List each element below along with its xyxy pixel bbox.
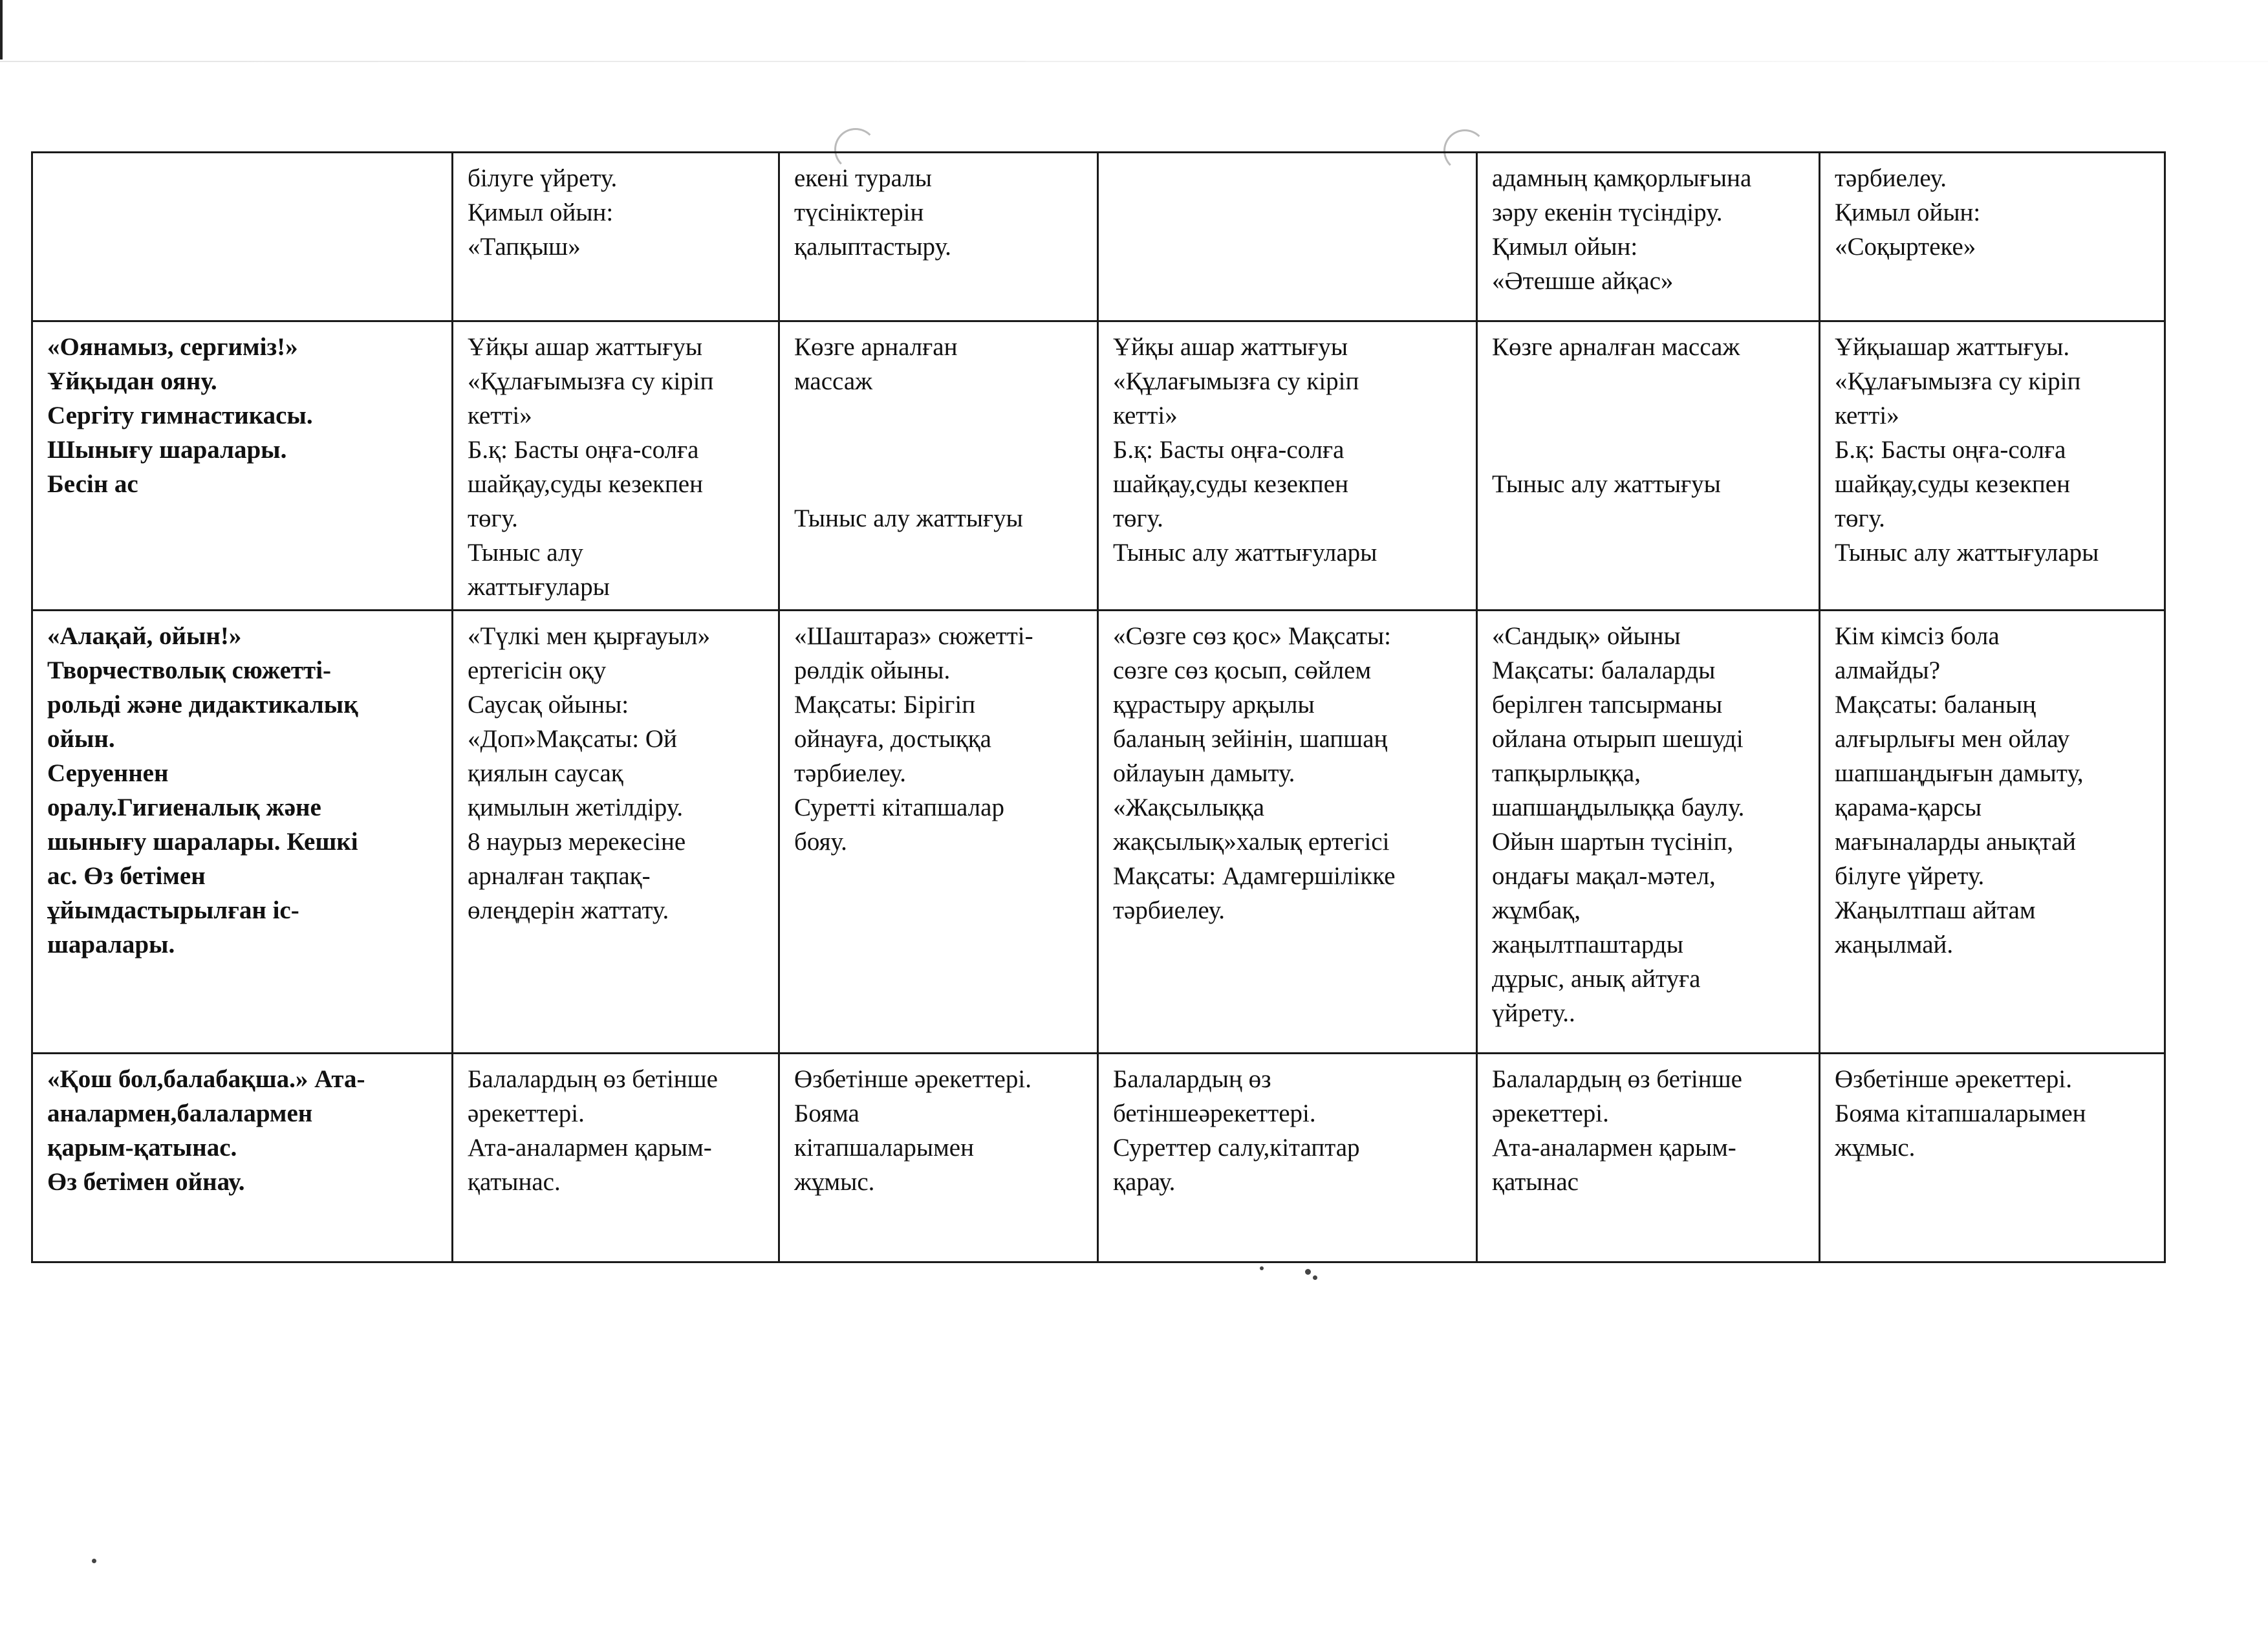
cell-text-line: аналармен,балалармен bbox=[47, 1099, 313, 1127]
cell-text-line: оралу.Гигиеналық және bbox=[47, 794, 321, 821]
cell-text-line: Тыныс алу жаттығуы bbox=[794, 504, 1023, 532]
cell-text-line: қарым-қатынас. bbox=[47, 1134, 237, 1162]
cell-text-line: білуге үйрету. bbox=[468, 164, 618, 192]
table-cell bbox=[453, 1054, 779, 1262]
cell-text-line: қимылын жетілдіру. bbox=[468, 794, 684, 821]
cell-text-line: төгу. bbox=[1835, 504, 1885, 532]
cell-text-line: Ұйқы ашар жаттығуы bbox=[1113, 333, 1348, 361]
cell-text-line: «Әтешше айқас» bbox=[1492, 267, 1674, 295]
cell-text-line: тәрбиелеу. bbox=[1835, 164, 1947, 192]
cell-text-line: үйрету.. bbox=[1492, 999, 1575, 1027]
blank-line bbox=[1492, 364, 1808, 398]
cell-text-line: кетті» bbox=[1835, 402, 1899, 429]
cell-text-line: «Қош бол,балабақша.» Ата- bbox=[47, 1065, 365, 1093]
cell-text-line: ойнауға, достыққа bbox=[794, 725, 991, 753]
cell-text-line: Мақсаты: Адамгершілікке bbox=[1113, 862, 1396, 890]
scan-speck bbox=[1260, 1266, 1264, 1270]
cell-text-line: «Құлағымызға су кіріп bbox=[1113, 367, 1359, 395]
blank-line bbox=[794, 467, 1086, 501]
cell-text-line: Өзбетінше әрекеттері. bbox=[1835, 1065, 2072, 1093]
cell-text-line: Өз бетімен ойнау. bbox=[47, 1168, 245, 1196]
cell-text-line: сөзге сөз қосып, сөйлем bbox=[1113, 656, 1372, 684]
cell-text-line: әрекеттері. bbox=[1492, 1099, 1609, 1127]
cell-text-line: шаралары. bbox=[47, 931, 175, 958]
cell-text-line: Көзге арналған bbox=[794, 333, 958, 361]
scan-speck bbox=[1305, 1269, 1311, 1275]
cell-text-line: ас. Өз бетімен bbox=[47, 862, 206, 890]
cell-text-line: Сергіту гимнастикасы. bbox=[47, 402, 313, 429]
cell-text-line: түсініктерін bbox=[794, 199, 924, 226]
cell-text-line: кітапшаларымен bbox=[794, 1134, 974, 1162]
cell-text-line: «Алақай, ойын!» bbox=[47, 622, 242, 650]
cell-text-line: «Доп»Мақсаты: Ой bbox=[468, 725, 677, 753]
cell-text-line: Творчестволық сюжетті- bbox=[47, 656, 332, 684]
section-label-cell bbox=[32, 611, 453, 1054]
cell-text-line: қатынас. bbox=[468, 1168, 561, 1196]
table-row bbox=[32, 153, 2165, 321]
table-cell bbox=[1477, 1054, 1820, 1262]
cell-text-line: рөлдік ойыны. bbox=[794, 656, 951, 684]
cell-text-line: «Сандық» ойыны bbox=[1492, 622, 1681, 650]
cell-text-line: шынығу шаралары. Кешкі bbox=[47, 828, 358, 856]
cell-text-line: «Шаштараз» сюжетті- bbox=[794, 622, 1033, 650]
cell-text-line: Жаңылтпаш айтам bbox=[1835, 896, 2036, 924]
table-cell bbox=[1098, 611, 1477, 1054]
cell-text-line: ондағы мақал-мәтел, bbox=[1492, 862, 1716, 890]
scan-edge-mark bbox=[0, 0, 3, 60]
table-cell bbox=[1098, 321, 1477, 611]
table-cell bbox=[1477, 321, 1820, 611]
cell-text-line: Тыныс алу bbox=[468, 539, 583, 567]
cell-text-line: Мақсаты: баланың bbox=[1835, 691, 2036, 719]
cell-text-line: қарау. bbox=[1113, 1168, 1176, 1196]
table-cell bbox=[779, 611, 1098, 1054]
cell-text-line: Б.қ: Басты оңға-солға bbox=[1113, 436, 1345, 464]
cell-text-line: алмайды? bbox=[1835, 656, 1941, 684]
cell-text-line: Мақсаты: балаларды bbox=[1492, 656, 1716, 684]
blank-line bbox=[1492, 433, 1808, 467]
cell-text-line: Бояма кітапшаларымен bbox=[1835, 1099, 2086, 1127]
cell-text-line: дұрыс, анық айтуға bbox=[1492, 965, 1701, 993]
section-label-cell bbox=[32, 153, 453, 321]
cell-text-line: арналған тақпақ- bbox=[468, 862, 651, 890]
cell-text-line: «Оянамыз, сергиміз!» bbox=[47, 333, 298, 361]
table-cell bbox=[779, 321, 1098, 611]
table-cell bbox=[453, 611, 779, 1054]
cell-text-line: «Жақсылыққа bbox=[1113, 794, 1265, 821]
cell-text-line: Қимыл ойын: bbox=[1835, 199, 1981, 226]
cell-text-line: Б.қ: Басты оңға-солға bbox=[1835, 436, 2066, 464]
table-cell bbox=[1820, 611, 2165, 1054]
cell-text-line: Саусақ ойыны: bbox=[468, 691, 629, 719]
cell-text-line: тапқырлыққа, bbox=[1492, 759, 1641, 787]
cell-text-line: Қимыл ойын: bbox=[468, 199, 614, 226]
table-cell bbox=[1098, 1054, 1477, 1262]
table-cell bbox=[1820, 321, 2165, 611]
cell-text-line: «Түлкі мен қырғауыл» bbox=[468, 622, 711, 650]
cell-text-line: Ата-аналармен қарым- bbox=[1492, 1134, 1736, 1162]
section-label-cell bbox=[32, 321, 453, 611]
cell-text-line: массаж bbox=[794, 367, 873, 395]
table-row bbox=[32, 1054, 2165, 1262]
cell-text-line: «Тапқыш» bbox=[468, 233, 581, 261]
cell-text-line: ойлана отырып шешуді bbox=[1492, 725, 1744, 753]
cell-text-line: ертегісін оқу bbox=[468, 656, 607, 684]
cell-text-line: Тыныс алу жаттығулары bbox=[1835, 539, 2099, 567]
cell-text-line: шапшаңдығын дамыту, bbox=[1835, 759, 2084, 787]
cell-text-line: Балалардың өз бетінше bbox=[468, 1065, 718, 1093]
cell-text-line: Бояма bbox=[794, 1099, 859, 1127]
cell-text-line: қалыптастыру. bbox=[794, 233, 951, 261]
cell-text-line: «Сөзге сөз қос» Мақсаты: bbox=[1113, 622, 1392, 650]
cell-text-line: Тыныс алу жаттығуы bbox=[1492, 470, 1721, 498]
cell-text-line: шайқау,суды кезекпен bbox=[468, 470, 703, 498]
table-row bbox=[32, 611, 2165, 1054]
cell-text-line: қарама-қарсы bbox=[1835, 794, 1982, 821]
blank-line bbox=[1492, 398, 1808, 433]
table-row bbox=[32, 321, 2165, 611]
cell-text-line: Шынығу шаралары. bbox=[47, 436, 287, 464]
daily-plan-table bbox=[31, 151, 2166, 1263]
cell-text-line: жақсылық»халық ертегісі bbox=[1113, 828, 1390, 856]
cell-text-line: Қимыл ойын: bbox=[1492, 233, 1638, 261]
table-cell bbox=[453, 321, 779, 611]
cell-text-line: 8 наурыз мерекесіне bbox=[468, 828, 686, 856]
cell-text-line: жаңылтпаштарды bbox=[1492, 931, 1683, 958]
cell-text-line: төгу. bbox=[1113, 504, 1163, 532]
cell-text-line: қиялын саусақ bbox=[468, 759, 623, 787]
cell-text-line: адамның қамқорлығына bbox=[1492, 164, 1752, 192]
cell-text-line: Көзге арналған массаж bbox=[1492, 333, 1740, 361]
cell-text-line: Ұйқыашар жаттығуы. bbox=[1835, 333, 2070, 361]
cell-text-line: жаңылмай. bbox=[1835, 931, 1954, 958]
cell-text-line: бояу. bbox=[794, 828, 847, 856]
cell-text-line: мағыналарды анықтай bbox=[1835, 828, 2077, 856]
cell-text-line: Б.қ: Басты оңға-солға bbox=[468, 436, 699, 464]
cell-text-line: төгу. bbox=[468, 504, 518, 532]
cell-text-line: тәрбиелеу. bbox=[1113, 896, 1226, 924]
cell-text-line: әрекеттері. bbox=[468, 1099, 585, 1127]
cell-text-line: Ойын шартын түсініп, bbox=[1492, 828, 1734, 856]
cell-text-line: зәру екенін түсіндіру. bbox=[1492, 199, 1723, 226]
cell-text-line: шапшаңдылыққа баулу. bbox=[1492, 794, 1745, 821]
cell-text-line: Суреттер салу,кітаптар bbox=[1113, 1134, 1360, 1162]
section-label-cell bbox=[32, 1054, 453, 1262]
cell-text-line: кетті» bbox=[468, 402, 532, 429]
cell-text-line: тәрбиелеу. bbox=[794, 759, 907, 787]
cell-text-line: кетті» bbox=[1113, 402, 1178, 429]
table-body bbox=[32, 153, 2165, 1262]
cell-text-line: жаттығулары bbox=[468, 573, 610, 601]
cell-text-line: Серуеннен bbox=[47, 759, 169, 787]
cell-text-line: құрастыру арқылы bbox=[1113, 691, 1315, 719]
cell-text-line: берілген тапсырманы bbox=[1492, 691, 1723, 719]
scan-speck bbox=[1313, 1275, 1317, 1280]
blank-line bbox=[794, 433, 1086, 467]
cell-text-line: екені туралы bbox=[794, 164, 932, 192]
cell-text-line: Ата-аналармен қарым- bbox=[468, 1134, 712, 1162]
cell-text-line: ойын. bbox=[47, 725, 115, 753]
cell-text-line: Балалардың өз bbox=[1113, 1065, 1271, 1093]
table-cell bbox=[1820, 153, 2165, 321]
table-cell bbox=[779, 1054, 1098, 1262]
cell-text-line: қатынас bbox=[1492, 1168, 1579, 1196]
table-cell bbox=[453, 153, 779, 321]
cell-text-line: баланың зейінін, шапшаң bbox=[1113, 725, 1388, 753]
cell-text-line: Мақсаты: Бірігіп bbox=[794, 691, 976, 719]
cell-text-line: «Соқыртеке» bbox=[1835, 233, 1976, 261]
cell-text-line: Кім кімсіз бола bbox=[1835, 622, 2000, 650]
cell-text-line: ұйымдастырылған іс- bbox=[47, 896, 299, 924]
scan-fold-shadow bbox=[0, 61, 2268, 62]
cell-text-line: Ұйқыдан ояну. bbox=[47, 367, 217, 395]
table-cell bbox=[1477, 611, 1820, 1054]
table-cell bbox=[1820, 1054, 2165, 1262]
cell-text-line: рольді және дидактикалық bbox=[47, 691, 358, 719]
blank-line bbox=[794, 398, 1086, 433]
cell-text-line: өлеңдерін жаттату. bbox=[468, 896, 669, 924]
cell-text-line: білуге үйрету. bbox=[1835, 862, 1985, 890]
table-cell bbox=[1477, 153, 1820, 321]
table-cell bbox=[1098, 153, 1477, 321]
cell-text-line: «Құлағымызға су кіріп bbox=[468, 367, 714, 395]
cell-text-line: «Құлағымызға су кіріп bbox=[1835, 367, 2081, 395]
cell-text-line: жұмбақ, bbox=[1492, 896, 1581, 924]
table-cell bbox=[779, 153, 1098, 321]
cell-text-line: шайқау,суды кезекпен bbox=[1835, 470, 2070, 498]
scan-speck bbox=[92, 1559, 96, 1563]
cell-text-line: жұмыс. bbox=[794, 1168, 875, 1196]
cell-text-line: Суретті кітапшалар bbox=[794, 794, 1004, 821]
cell-text-line: алғырлығы мен ойлау bbox=[1835, 725, 2070, 753]
cell-text-line: Тыныс алу жаттығулары bbox=[1113, 539, 1377, 567]
cell-text-line: Балалардың өз бетінше bbox=[1492, 1065, 1742, 1093]
cell-text-line: ойлауын дамыту. bbox=[1113, 759, 1295, 787]
cell-text-line: жұмыс. bbox=[1835, 1134, 1916, 1162]
cell-text-line: шайқау,суды кезекпен bbox=[1113, 470, 1348, 498]
cell-text-line: бетіншеәрекеттері. bbox=[1113, 1099, 1316, 1127]
cell-text-line: Өзбетінше әрекеттері. bbox=[794, 1065, 1031, 1093]
cell-text-line: Бесін ас bbox=[47, 470, 138, 498]
cell-text-line: Ұйқы ашар жаттығуы bbox=[468, 333, 703, 361]
